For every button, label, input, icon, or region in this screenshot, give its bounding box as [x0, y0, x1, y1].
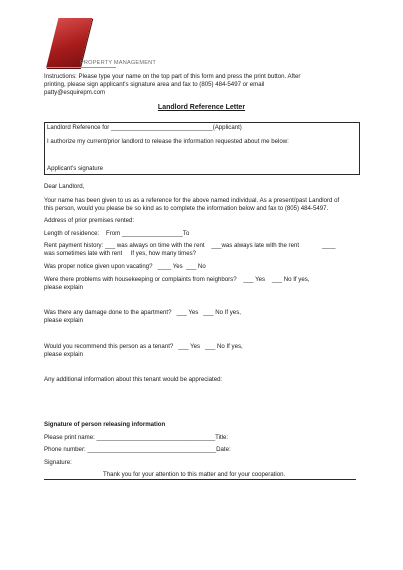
question-payment-line-2[interactable]: was sometimes late with rent If yes, how many times? — [44, 250, 197, 257]
question-payment-blank[interactable]: ____ — [322, 242, 336, 249]
signature-field[interactable]: Signature: — [44, 459, 72, 466]
question-problems-line-1[interactable]: Were there problems with housekeeping or complaints from neighbors? ___ Yes ___ No If yes, — [44, 276, 310, 283]
page-title: Landlord Reference Letter — [157, 104, 246, 111]
closing-thanks: Thank you for your attention to this matter and for your cooperation. — [103, 471, 286, 478]
print-name-field[interactable]: Please print name: ___________________________________Title: — [44, 434, 229, 441]
phone-number-field[interactable]: Phone number: ______________________________________Date: — [44, 446, 231, 453]
letter-intro-line-1: Your name has been given to us as a reference for the above named individual. As a present/past Landlord of — [44, 197, 340, 204]
instructions-line-1: Instructions: Please type your name on the top part of this form and press the print button. After — [44, 73, 301, 80]
authorization-statement: I authorize my current/prior landlord to release the information requested about me below: — [47, 138, 289, 145]
letter-greeting: Dear Landlord, — [44, 183, 85, 190]
question-notice[interactable]: Was proper notice given upon vacating? ____ Yes ___ No — [44, 263, 206, 270]
question-damage-explain[interactable]: please explain — [44, 317, 83, 324]
question-residence[interactable]: Length of residence: From __________________To — [44, 230, 190, 237]
footer-rule — [44, 479, 356, 480]
logo-text: PROPERTY MANAGEMENT — [80, 59, 157, 66]
letter-intro-line-2: this person, would you please be so kind as to complete the information below and fax to (805) 484-5497. — [44, 205, 329, 212]
question-address[interactable]: Address of prior premises rented: — [44, 217, 135, 224]
question-additional-info[interactable]: Any additional information about this tenant would be appreciated: — [44, 376, 223, 383]
question-payment-line-1[interactable]: Rent payment history: ___ was always on time with the rent ___was always late with the rent — [44, 242, 300, 249]
question-problems-explain[interactable]: please explain — [44, 284, 83, 291]
applicant-reference-line[interactable]: Landlord Reference for ______________________________(Applicant) — [47, 124, 242, 131]
question-damage-line-1[interactable]: Was there any damage done to the apartment? ___ Yes ___ No If yes, — [44, 309, 241, 316]
question-recommend-explain[interactable]: please explain — [44, 351, 83, 358]
instructions-email[interactable]: patty@esquirepm.com — [44, 89, 106, 96]
instructions-line-2: printing, please sign applicant's signature area and fax to (805) 484-5497 or email — [44, 81, 265, 88]
applicant-signature-label: Applicant's signature — [47, 165, 104, 172]
question-recommend-line-1[interactable]: Would you recommend this person as a tenant? ___ Yes ___ No If yes, — [44, 343, 243, 350]
signature-section-heading: Signature of person releasing information — [44, 421, 166, 428]
